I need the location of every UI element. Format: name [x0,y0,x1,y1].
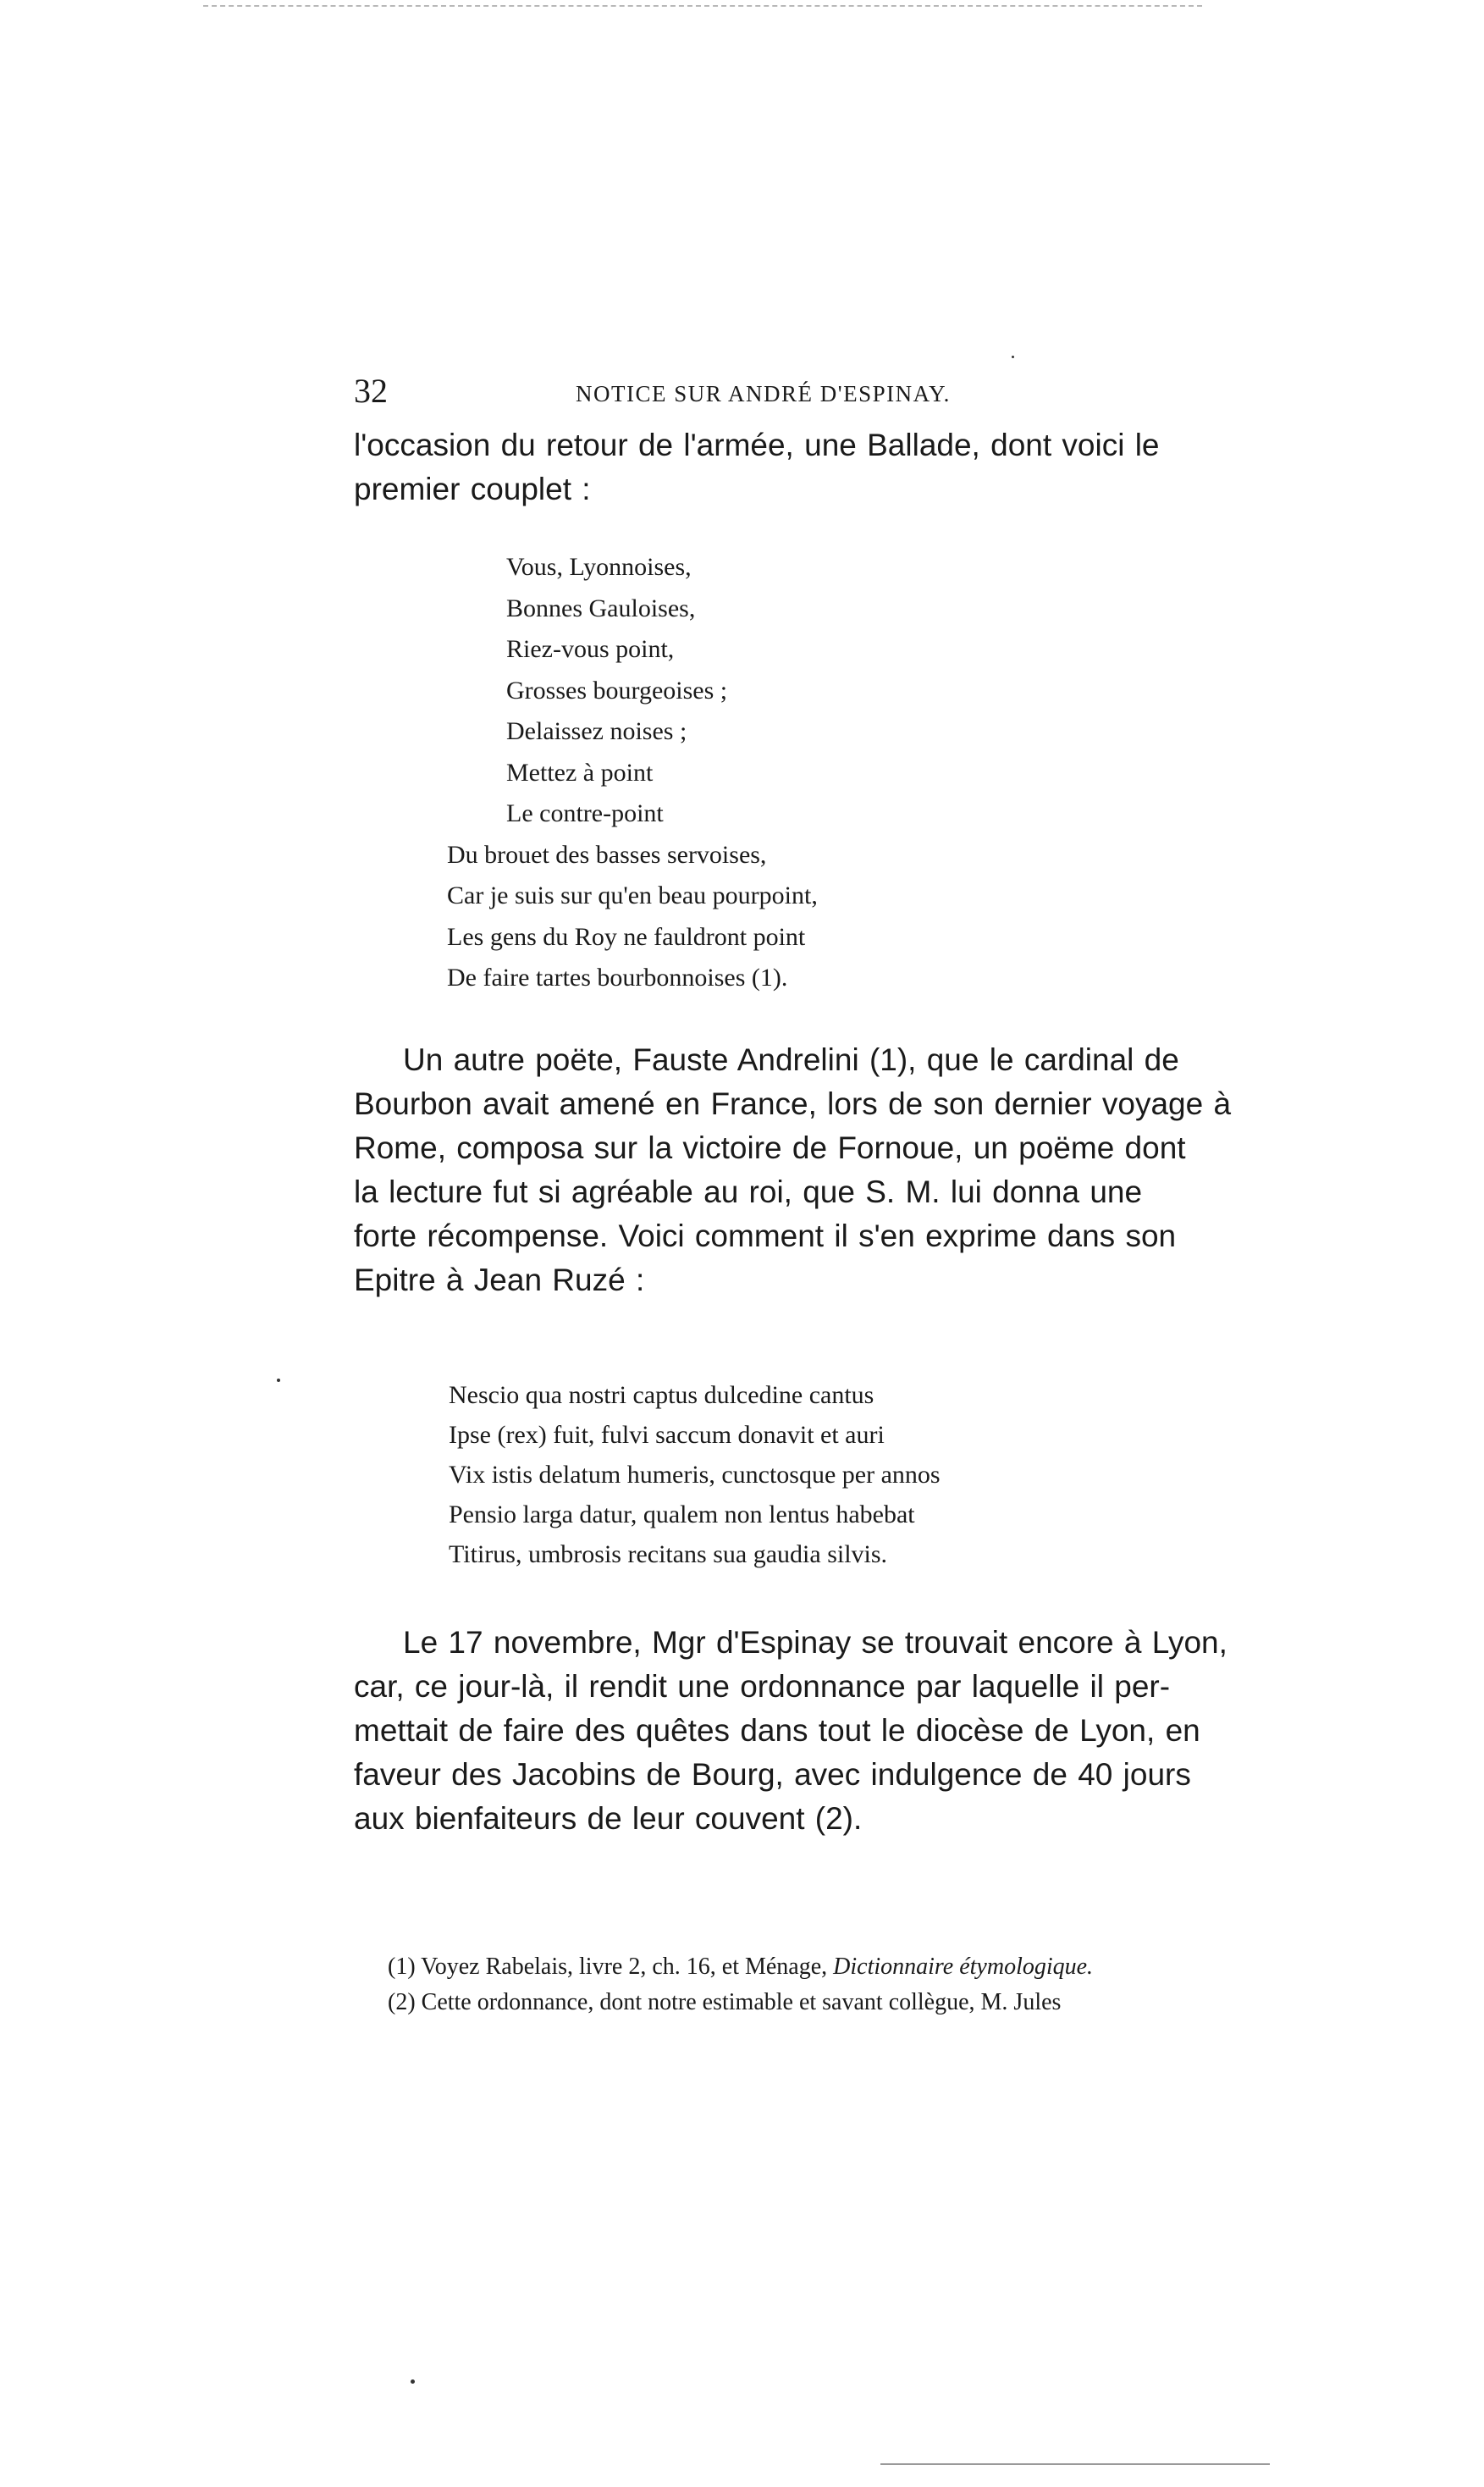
text-line: forte récompense. Voici comment il s'en exprime dans son [354,1219,1177,1253]
paragraph-ordonnance [354,1621,1272,1841]
footnote-1-title: Dictionnaire étymologique. [833,1954,1094,1980]
text-line: Rome, composa sur la victoire de Fornoue, un poëme dont [354,1130,1186,1165]
footnote-2: (2) Cette ordonnance, dont notre estimable et savant collègue, M. Jules [388,1989,1062,2015]
running-title: NOTICE SUR ANDRÉ D'ESPINAY. [576,381,951,406]
verse-line: Ipse (rex) fuit, fulvi saccum donavit et auri [449,1421,885,1449]
scan-edge-mark-bottom [880,2463,1270,2467]
scan-speck [411,2379,415,2384]
text-line: Le 17 novembre, Mgr d'Espinay se trouvait encore à Lyon, [403,1625,1227,1660]
verse-line: Riez-vous point, [506,635,675,663]
text-line: mettait de faire des quêtes dans tout le diocèse de Lyon, en [354,1713,1200,1748]
text-line: faveur des Jacobins de Bourg, avec indulgence de 40 jours [354,1757,1191,1792]
verse-line: Car je suis sur qu'en beau pourpoint, [447,882,818,909]
verse-line: Nescio qua nostri captus dulcedine cantus [449,1381,874,1409]
scan-speck [277,1379,280,1382]
text-line: premier couplet : [354,472,591,506]
verse-line: Delaissez noises ; [506,717,687,745]
verse-line: Le contre-point [506,799,664,827]
ballade-verse [447,547,1099,999]
verse-line: Pensio larga datur, qualem non lentus habebat [449,1500,915,1528]
verse-line: Bonnes Gauloises, [506,594,696,622]
verse-line: Vous, Lyonnoises, [506,553,692,581]
text-line: car, ce jour-là, il rendit une ordonnance par laquelle il per- [354,1669,1171,1704]
text-line: aux bienfaiteurs de leur couvent (2). [354,1801,863,1836]
latin-verse [449,1375,1126,1574]
paragraph-andrelini [354,1038,1272,1302]
text-line: la lecture fut si agréable au roi, que S. M. lui donna une [354,1174,1143,1209]
scan-edge-mark-top [203,5,1202,8]
verse-line: Titirus, umbrosis recitans sua gaudia silvis. [449,1540,888,1568]
page-number: 32 [354,372,388,410]
verse-line: Mettez à point [506,758,654,787]
footnotes [354,1949,1277,2020]
text-line: Un autre poëte, Fauste Andrelini (1), que le cardinal de [403,1042,1179,1077]
verse-line: Du brouet des basses servoises, [447,840,767,869]
page-header [354,371,1272,422]
verse-line: Vix istis delatum humeris, cunctosque per annos [449,1461,941,1489]
paragraph-ballade-intro [354,423,1272,511]
text-line: Epitre à Jean Ruzé : [354,1263,645,1297]
verse-line: De faire tartes bourbonnoises (1). [447,964,788,992]
verse-line: Grosses bourgeoises ; [506,676,728,705]
footnote-1 [354,1949,1277,1985]
text-line: Bourbon avait amené en France, lors de son dernier voyage à [354,1086,1232,1121]
scan-speck [1012,356,1014,358]
footnote-1-text: (1) Voyez Rabelais, livre 2, ch. 16, et Ménage, [388,1954,834,1980]
verse-line: Les gens du Roy ne fauldront point [447,922,806,951]
text-line: l'occasion du retour de l'armée, une Ballade, dont voici le [354,428,1160,462]
